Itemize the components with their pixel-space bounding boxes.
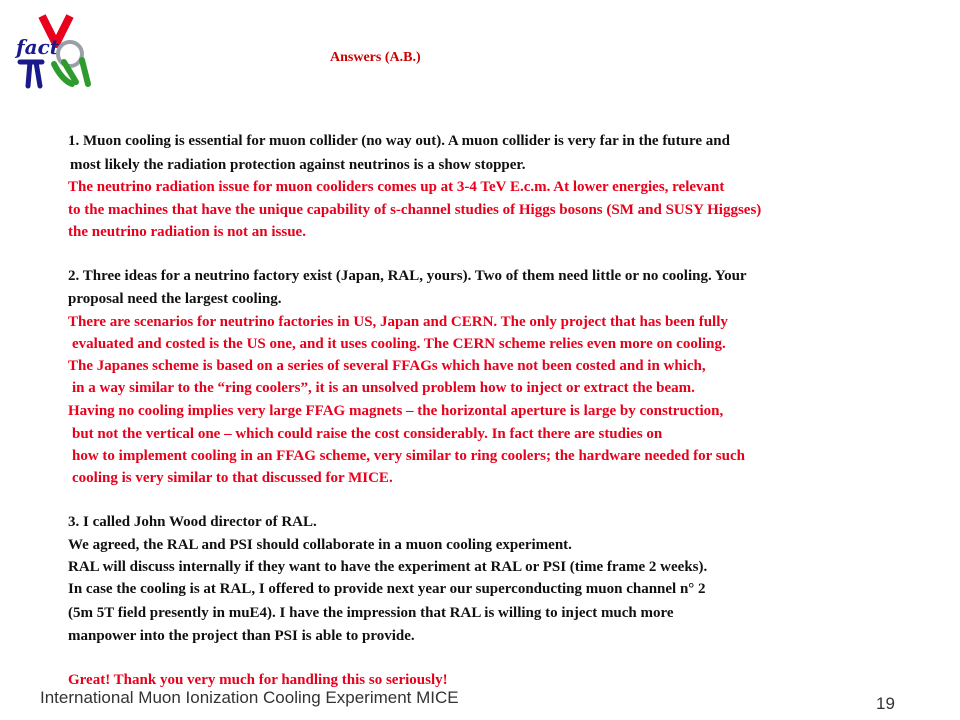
text-line: how to implement cooling in an FFAG scheme, very similar to ring coolers; the hardware needed for such [72, 448, 745, 464]
text-line: to the machines that have the unique capability of s-channel studies of Higgs bosons (SM and SUSY Higgses) [68, 202, 762, 218]
text-line: Great! Thank you very much for handling this so seriously! [68, 672, 448, 688]
text-line: RAL will discuss internally if they want to have the experiment at RAL or PSI (time frame 2 weeks). [68, 559, 708, 575]
text-line: the neutrino radiation is not an issue. [68, 224, 306, 240]
text-line: evaluated and costed is the US one, and it uses cooling. The CERN scheme relies even more on cooling. [72, 336, 726, 352]
text-line: in a way similar to the “ring coolers”, it is an unsolved problem how to inject or extract the beam. [72, 380, 695, 396]
text-line: 2. Three ideas for a neutrino factory exist (Japan, RAL, yours). Two of them need little or no cooling. Your [68, 268, 747, 284]
text-line: Having no cooling implies very large FFAG magnets – the horizontal aperture is large by construction, [68, 403, 724, 419]
page-title: Answers (A.B.) [330, 50, 421, 65]
text-line: There are scenarios for neutrino factories in US, Japan and CERN. The only project that has been fully [68, 314, 728, 330]
text-line: The neutrino radiation issue for muon cooliders comes up at 3-4 TeV E.c.m. At lower energies, relevant [68, 179, 725, 195]
text-line: We agreed, the RAL and PSI should collaborate in a muon cooling experiment. [68, 537, 572, 553]
footer-text: International Muon Ionization Cooling Experiment MICE [40, 688, 459, 707]
page-number: 19 [876, 694, 895, 713]
fact-nu-logo-icon [12, 10, 102, 92]
text-line: 3. I called John Wood director of RAL. [68, 514, 317, 530]
text-line: manpower into the project than PSI is able to provide. [68, 628, 415, 644]
text-line: most likely the radiation protection against neutrinos is a show stopper. [70, 157, 526, 173]
text-line: 1. Muon cooling is essential for muon collider (no way out). A muon collider is very far in the future and [68, 133, 730, 149]
text-line: The Japanes scheme is based on a series of several FFAGs which have not been costed and in which, [68, 358, 706, 374]
text-line: (5m 5T field presently in muE4). I have the impression that RAL is willing to inject much more [68, 605, 674, 621]
text-line: cooling is very similar to that discussed for MICE. [72, 470, 393, 486]
text-line: In case the cooling is at RAL, I offered to provide next year our superconducting muon channel n° 2 [68, 581, 706, 597]
text-line: but not the vertical one – which could raise the cost considerably. In fact there are studies on [72, 426, 663, 442]
text-line: proposal need the largest cooling. [68, 291, 282, 307]
svg-text:fact: fact [16, 35, 59, 59]
